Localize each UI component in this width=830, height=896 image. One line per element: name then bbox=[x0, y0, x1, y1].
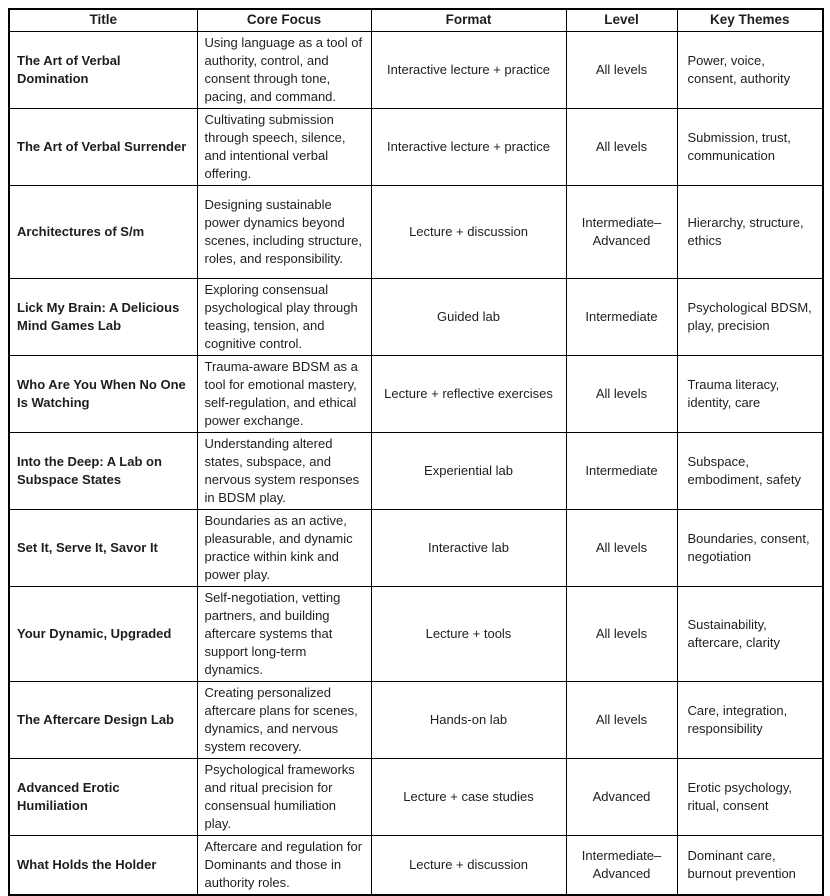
cell-format: Lecture + discussion bbox=[371, 185, 566, 278]
cell-level: Intermediate bbox=[566, 278, 677, 355]
cell-title: The Art of Verbal Surrender bbox=[9, 108, 197, 185]
cell-format: Hands-on lab bbox=[371, 681, 566, 758]
cell-level: Intermediate–Advanced bbox=[566, 185, 677, 278]
column-header-core-focus: Core Focus bbox=[197, 9, 371, 31]
table-row bbox=[9, 586, 823, 681]
cell-core-focus: Creating personalized aftercare plans for scenes, dynamics, and nervous system recovery. bbox=[197, 681, 371, 758]
cell-title: Who Are You When No One Is Watching bbox=[9, 355, 197, 432]
cell-key-themes: Trauma literacy, identity, care bbox=[677, 355, 823, 432]
cell-key-themes: Psychological BDSM, play, precision bbox=[677, 278, 823, 355]
table-row bbox=[9, 108, 823, 185]
cell-key-themes: Hierarchy, structure, ethics bbox=[677, 185, 823, 278]
cell-core-focus: Self-negotiation, vetting partners, and building aftercare systems that support long-term dynamics. bbox=[197, 586, 371, 681]
cell-title: Advanced Erotic Humiliation bbox=[9, 758, 197, 835]
cell-format: Guided lab bbox=[371, 278, 566, 355]
table-row bbox=[9, 835, 823, 895]
cell-title: What Holds the Holder bbox=[9, 835, 197, 895]
cell-core-focus: Cultivating submission through speech, silence, and intentional verbal offering. bbox=[197, 108, 371, 185]
cell-format: Interactive lecture + practice bbox=[371, 108, 566, 185]
cell-format: Interactive lab bbox=[371, 509, 566, 586]
cell-title: The Aftercare Design Lab bbox=[9, 681, 197, 758]
cell-core-focus: Designing sustainable power dynamics beyond scenes, including structure, roles, and responsibility. bbox=[197, 185, 371, 278]
cell-level: Intermediate–Advanced bbox=[566, 835, 677, 895]
cell-level: All levels bbox=[566, 108, 677, 185]
cell-key-themes: Boundaries, consent, negotiation bbox=[677, 509, 823, 586]
cell-key-themes: Submission, trust, communication bbox=[677, 108, 823, 185]
cell-core-focus: Understanding altered states, subspace, and nervous system responses in BDSM play. bbox=[197, 432, 371, 509]
cell-core-focus: Exploring consensual psychological play through teasing, tension, and cognitive control. bbox=[197, 278, 371, 355]
cell-title: Lick My Brain: A Delicious Mind Games Lab bbox=[9, 278, 197, 355]
cell-level: Advanced bbox=[566, 758, 677, 835]
table-row bbox=[9, 278, 823, 355]
cell-level: All levels bbox=[566, 509, 677, 586]
cell-key-themes: Subspace, embodiment, safety bbox=[677, 432, 823, 509]
cell-format: Experiential lab bbox=[371, 432, 566, 509]
column-header-title: Title bbox=[9, 9, 197, 31]
cell-format: Interactive lecture + practice bbox=[371, 31, 566, 108]
cell-core-focus: Using language as a tool of authority, control, and consent through tone, pacing, and command. bbox=[197, 31, 371, 108]
column-header-level: Level bbox=[566, 9, 677, 31]
cell-key-themes: Care, integration, responsibility bbox=[677, 681, 823, 758]
cell-title: Set It, Serve It, Savor It bbox=[9, 509, 197, 586]
column-header-key-themes: Key Themes bbox=[677, 9, 823, 31]
cell-format: Lecture + discussion bbox=[371, 835, 566, 895]
table-row bbox=[9, 758, 823, 835]
cell-key-themes: Power, voice, consent, authority bbox=[677, 31, 823, 108]
course-table-header bbox=[9, 9, 823, 31]
cell-level: All levels bbox=[566, 31, 677, 108]
cell-format: Lecture + reflective exercises bbox=[371, 355, 566, 432]
table-row bbox=[9, 681, 823, 758]
cell-key-themes: Sustainability, aftercare, clarity bbox=[677, 586, 823, 681]
table-row bbox=[9, 31, 823, 108]
table-row bbox=[9, 432, 823, 509]
course-table bbox=[8, 8, 824, 896]
cell-core-focus: Aftercare and regulation for Dominants and those in authority roles. bbox=[197, 835, 371, 895]
table-row bbox=[9, 185, 823, 278]
cell-title: Your Dynamic, Upgraded bbox=[9, 586, 197, 681]
table-row bbox=[9, 355, 823, 432]
course-table-body bbox=[9, 31, 823, 895]
cell-key-themes: Erotic psychology, ritual, consent bbox=[677, 758, 823, 835]
cell-level: All levels bbox=[566, 355, 677, 432]
cell-core-focus: Psychological frameworks and ritual precision for consensual humiliation play. bbox=[197, 758, 371, 835]
cell-level: All levels bbox=[566, 586, 677, 681]
cell-key-themes: Dominant care, burnout prevention bbox=[677, 835, 823, 895]
cell-level: Intermediate bbox=[566, 432, 677, 509]
cell-core-focus: Trauma-aware BDSM as a tool for emotional mastery, self-regulation, and ethical power exchange. bbox=[197, 355, 371, 432]
cell-title: The Art of Verbal Domination bbox=[9, 31, 197, 108]
cell-level: All levels bbox=[566, 681, 677, 758]
cell-core-focus: Boundaries as an active, pleasurable, and dynamic practice within kink and power play. bbox=[197, 509, 371, 586]
cell-format: Lecture + tools bbox=[371, 586, 566, 681]
cell-title: Architectures of S/m bbox=[9, 185, 197, 278]
cell-title: Into the Deep: A Lab on Subspace States bbox=[9, 432, 197, 509]
column-header-format: Format bbox=[371, 9, 566, 31]
table-row bbox=[9, 509, 823, 586]
cell-format: Lecture + case studies bbox=[371, 758, 566, 835]
header-row bbox=[9, 9, 823, 31]
